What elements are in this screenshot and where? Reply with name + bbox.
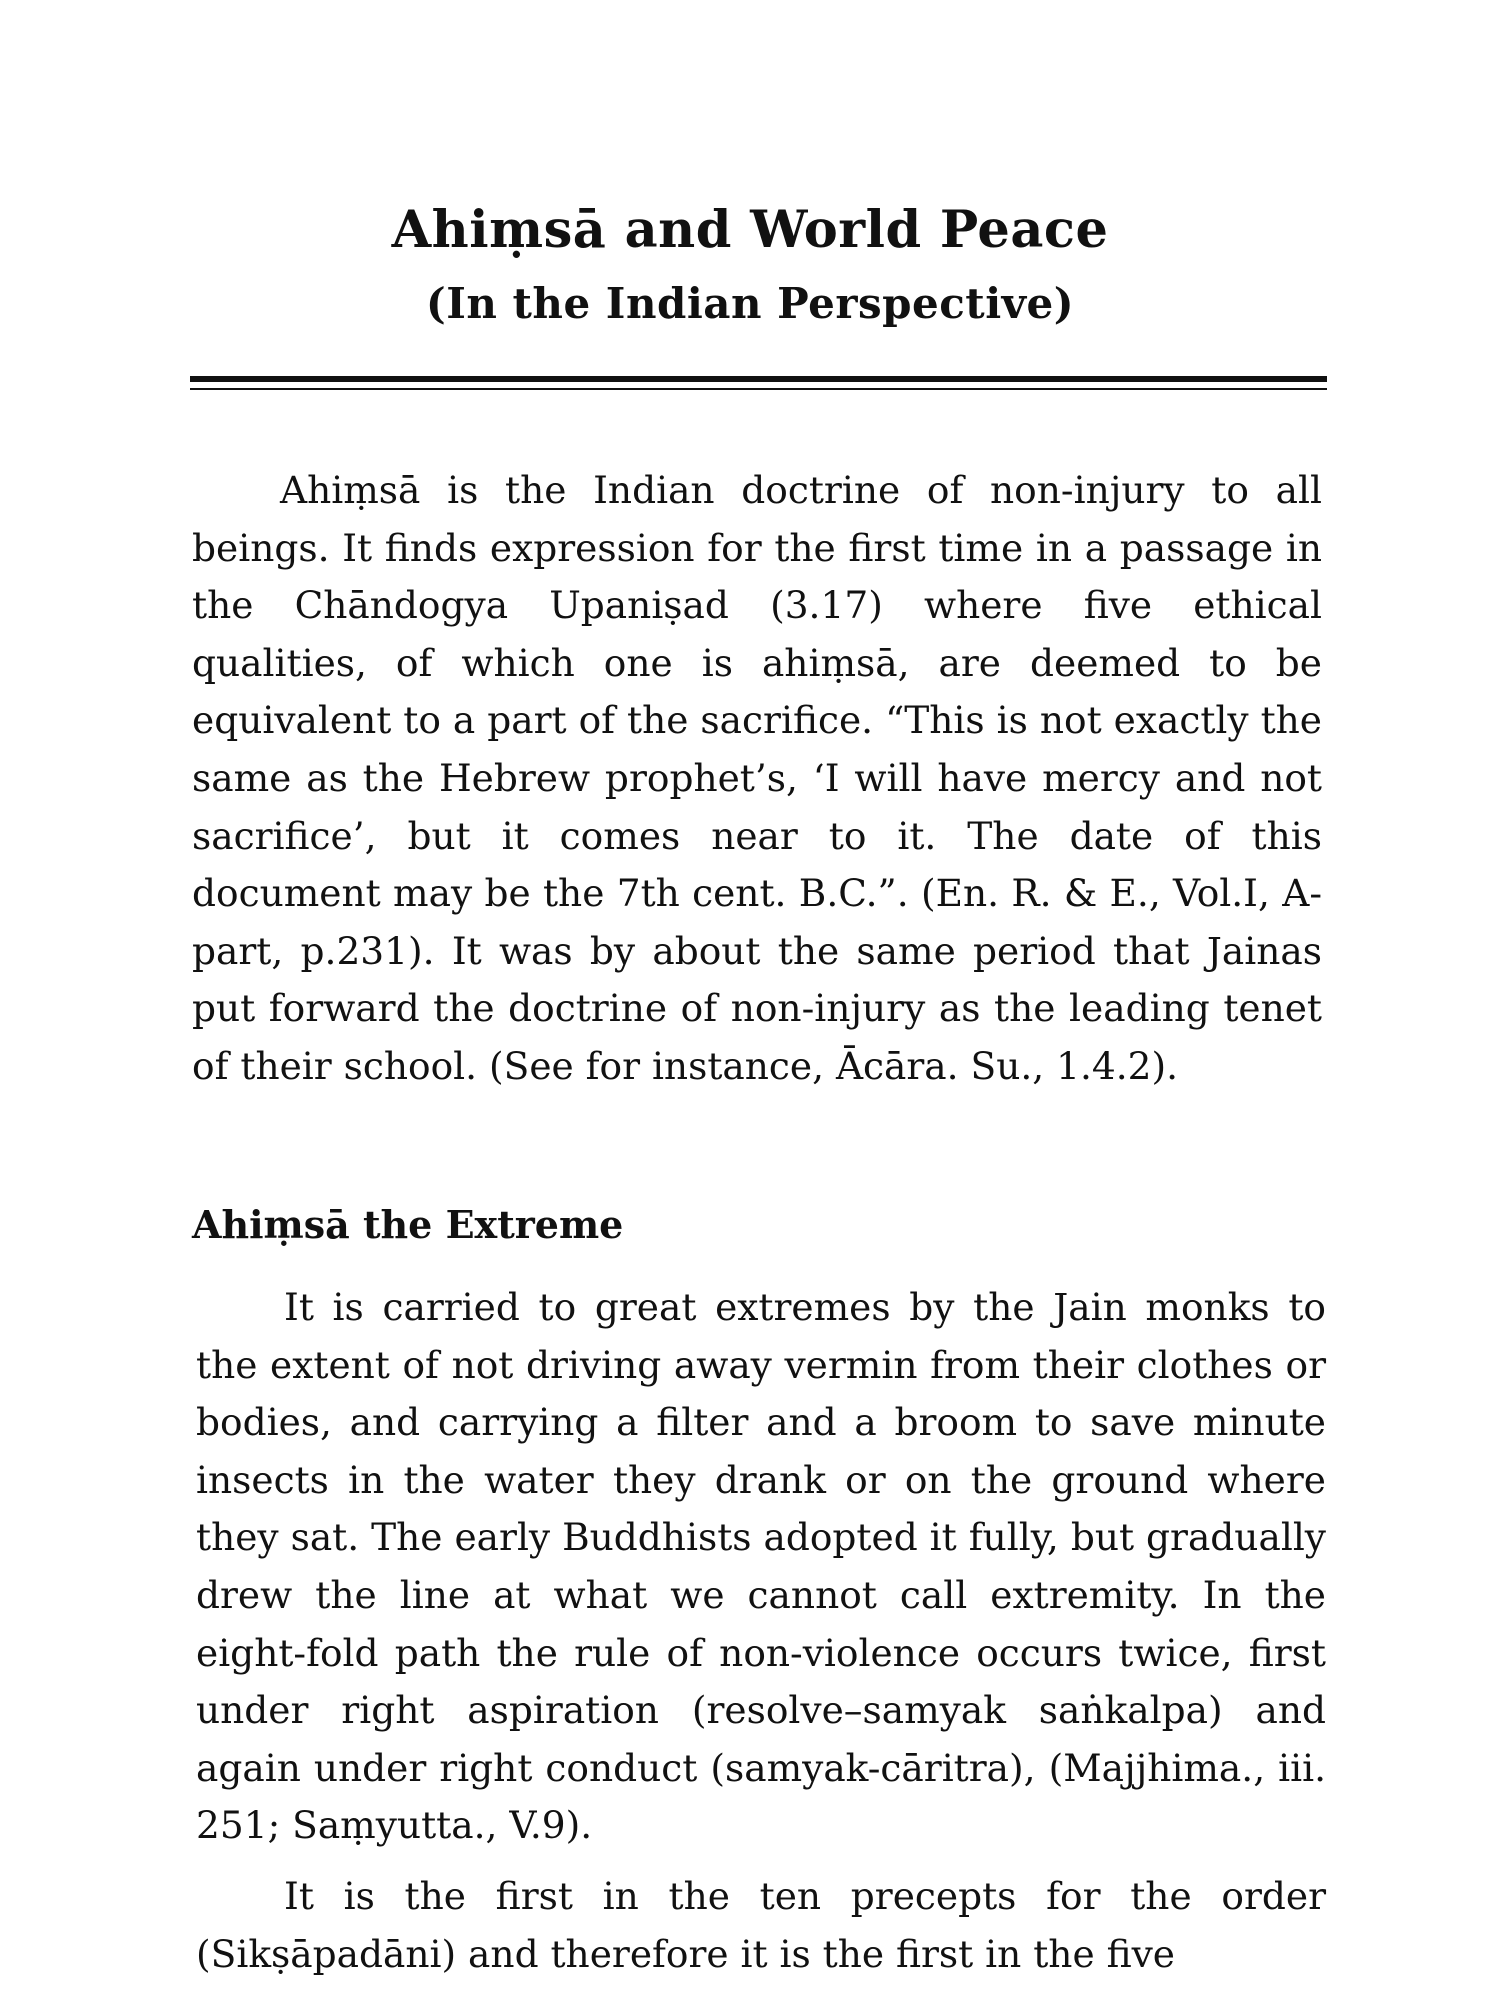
- paragraph-intro-text: Ahiṃsā is the Indian doctrine of non-injury to all beings. It finds expression for the first time in a passage in the Chāndogya Upaniṣad (3.17) where five ethical qualities, of which one is ahiṃsā, are deemed to be equivalent to a part of the sacrifice. “This is not exactly the same as the Hebrew prophet’s, ‘I will have mercy and not sacrifice’, but it comes near to it. The date of this document may be the 7th cent. B.C.”. (En. R. & E., Vol.I, A-part, p.231). It was by about the same period that Jainas put forward the doctrine of non-injury as the leading tenet of their school. (See for instance, Ācāra. Su., 1.4.2).: [192, 468, 1322, 1088]
- paragraph-intro: [192, 462, 1322, 1096]
- section-heading: Ahiṃsā the Extreme: [192, 1202, 624, 1247]
- paragraph-extreme: [196, 1279, 1326, 1855]
- title-rule-thin: [190, 388, 1327, 390]
- paragraph-precepts: [196, 1868, 1326, 1983]
- title-rule-thick: [190, 376, 1327, 382]
- paragraph-precepts-text: It is the first in the ten precepts for the order (Sikṣāpadāni) and therefore it is the first in the five: [196, 1874, 1326, 1976]
- paragraph-extreme-text: It is carried to great extremes by the Jain monks to the extent of not driving away vermin from their clothes or bodies, and carrying a filter and a broom to save minute insects in the water they drank or on the ground where they sat. The early Buddhists adopted it fully, but gradually drew the line at what we cannot call extremity. In the eight-fold path the rule of non-violence occurs twice, first under right aspiration (resolve–samyak saṅkalpa) and again under right conduct (samyak-cāritra), (Majjhima., iii. 251; Saṃyutta., V.9).: [196, 1285, 1326, 1848]
- chapter-subtitle: (In the Indian Perspective): [425, 279, 1075, 328]
- chapter-title: Ahiṃsā and World Peace: [391, 200, 1109, 260]
